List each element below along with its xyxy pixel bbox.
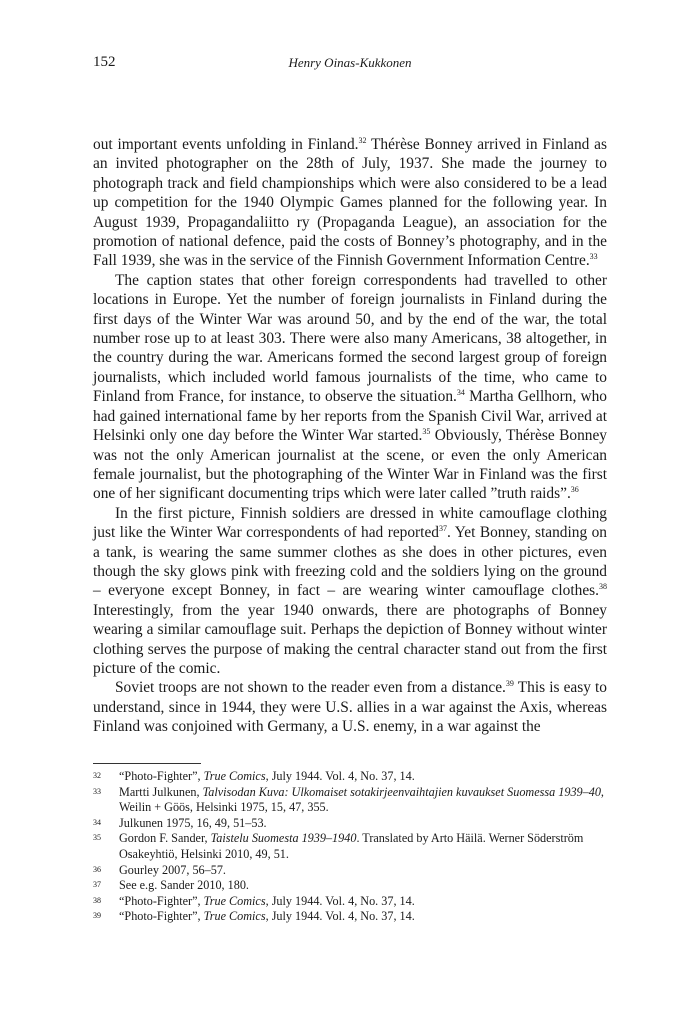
page-number: 152: [93, 54, 116, 70]
footnote-number: 32: [93, 771, 101, 780]
text-run: Interestingly, from the year 1940 onwards, there are photographs of Bonney wearing a similar camouflage suit. Perhaps the depiction of Bonney without winter clothing serves the purpose of making the central character stand out from the first picture of the comic.: [93, 601, 607, 677]
text-run: Obviously, Thérèse Bonney was not the only American journalist at the scene, or even the only American female journalist, but the photographing of the Winter War in Finland was the first one of her significant documenting trips which were later called ”truth raids”.: [93, 427, 607, 503]
footnote-39: [93, 909, 607, 925]
text-run: The caption states that other foreign correspondents had travelled to other locations in Europe. Yet the number of foreign journalists in Finland during the first days of the Winter War was around 50, and by the end of the war, the total number rose up to at least 303. There were also many Americans, 38 altogether, in the country during the war. Americans formed the second largest group of foreign journalists, which included world famous journalists of the time, who came to Finland from France, for instance, to observe the situation.: [93, 271, 607, 406]
footnote-text: “Photo-Fighter”, True Comics, July 1944. Vol. 4, No. 37, 14.: [119, 893, 415, 908]
footnote-text: Julkunen 1975, 16, 49, 51–53.: [119, 815, 267, 830]
text-run: In the first picture, Finnish soldiers are dressed in white camouflage clothing just like the Winter War correspondents of had reported: [93, 504, 607, 542]
footnote-number: 34: [93, 817, 101, 827]
footnote-ref-38[interactable]: 38: [599, 582, 607, 592]
footnote-ref-34[interactable]: 34: [456, 388, 465, 398]
footnote-ref-37[interactable]: 37: [438, 524, 447, 534]
footnote-ref-33[interactable]: 33: [589, 252, 598, 262]
footnote-number: 33: [93, 786, 101, 796]
text-run: Soviet troops are not shown to the reader even from a distance.: [115, 679, 506, 697]
footnote-text: Gordon F. Sander, Taistelu Suomesta 1939–1940. Translated by Arto Häilä. Werner Söderström Osakeyhtiö, Helsinki 2010, 49, 51.: [119, 831, 584, 861]
page-header: [93, 54, 607, 74]
footnote-38: [93, 894, 607, 910]
footnote-34: [93, 816, 607, 832]
footnote-text: “Photo-Fighter”, True Comics, July 1944. Vol. 4, No. 37, 14.: [119, 769, 415, 783]
footnote-37: [93, 878, 607, 894]
text-run: Martha Gellhorn, who had gained international fame by her reports from the Spanish Civil War, arrived at Helsinki only one day before the Winter War started.: [93, 388, 607, 445]
text-run: This is easy to understand, since in 1944, they were U.S. allies in a war against the Axis, whereas Finland was conjoined with Germany, a U.S. enemy, in a war against the: [93, 679, 607, 736]
footnote-separator: [93, 763, 201, 764]
footnote-text: See e.g. Sander 2010, 180.: [119, 878, 249, 893]
footnote-text: “Photo-Fighter”, True Comics, July 1944. Vol. 4, No. 37, 14.: [119, 909, 415, 924]
text-run: Thérèse Bonney arrived in Finland as an invited photographer on the 28th of July, 1937. She made the journey to photograph track and field championships which were also considered to be a lead up competition for the 1940 Olympic Games planned for the following year. In August 1939, Propagandaliitto ry (Propaganda League), an association for the promotion of national defence, paid the costs of Bonney’s photography, and in the Fall 1939, she was in the service of the Finnish Government Information Centre.: [93, 136, 607, 270]
footnote-number: 37: [93, 880, 101, 890]
footnote-number: 38: [93, 895, 101, 905]
footnote-number: 36: [93, 864, 101, 874]
footnote-33: [93, 785, 607, 816]
text-run: out important events unfolding in Finland.: [93, 136, 359, 153]
footnote-text: Gourley 2007, 56–57.: [119, 862, 226, 877]
footnote-32: [93, 769, 607, 785]
footnote-text: Martti Julkunen, Talvisodan Kuva: Ulkomaiset sotakirjeenvaihtajien kuvaukset Suomessa 1939–40, Weilin + Göös, Helsinki 1975, 15, 47, 355.: [119, 784, 604, 815]
footnote-ref-36[interactable]: 36: [570, 485, 579, 495]
paragraph-1: [93, 135, 607, 271]
footnote-ref-35[interactable]: 35: [422, 427, 431, 437]
footnotes: [93, 769, 607, 925]
footnote-35: [93, 831, 607, 862]
paragraph-4: [93, 678, 607, 736]
running-title: Henry Oinas-Kukkonen: [288, 55, 412, 70]
paragraph-2: [93, 271, 607, 504]
paragraph-3: [93, 504, 607, 679]
footnote-ref-32[interactable]: 32: [358, 136, 367, 145]
footnote-number: 39: [93, 911, 101, 921]
footnote-36: [93, 863, 607, 879]
footnote-number: 35: [93, 833, 101, 843]
text-run: . Yet Bonney, standing on a tank, is wearing the same summer clothes as she does in other pictures, even though the sky glows pink with freezing cold and the soldiers lying on the ground – everyone except Bonney, in fact – are wearing winter camouflage clothes.: [93, 524, 607, 600]
footnote-ref-39[interactable]: 39: [505, 679, 514, 689]
body-text: [93, 135, 607, 737]
